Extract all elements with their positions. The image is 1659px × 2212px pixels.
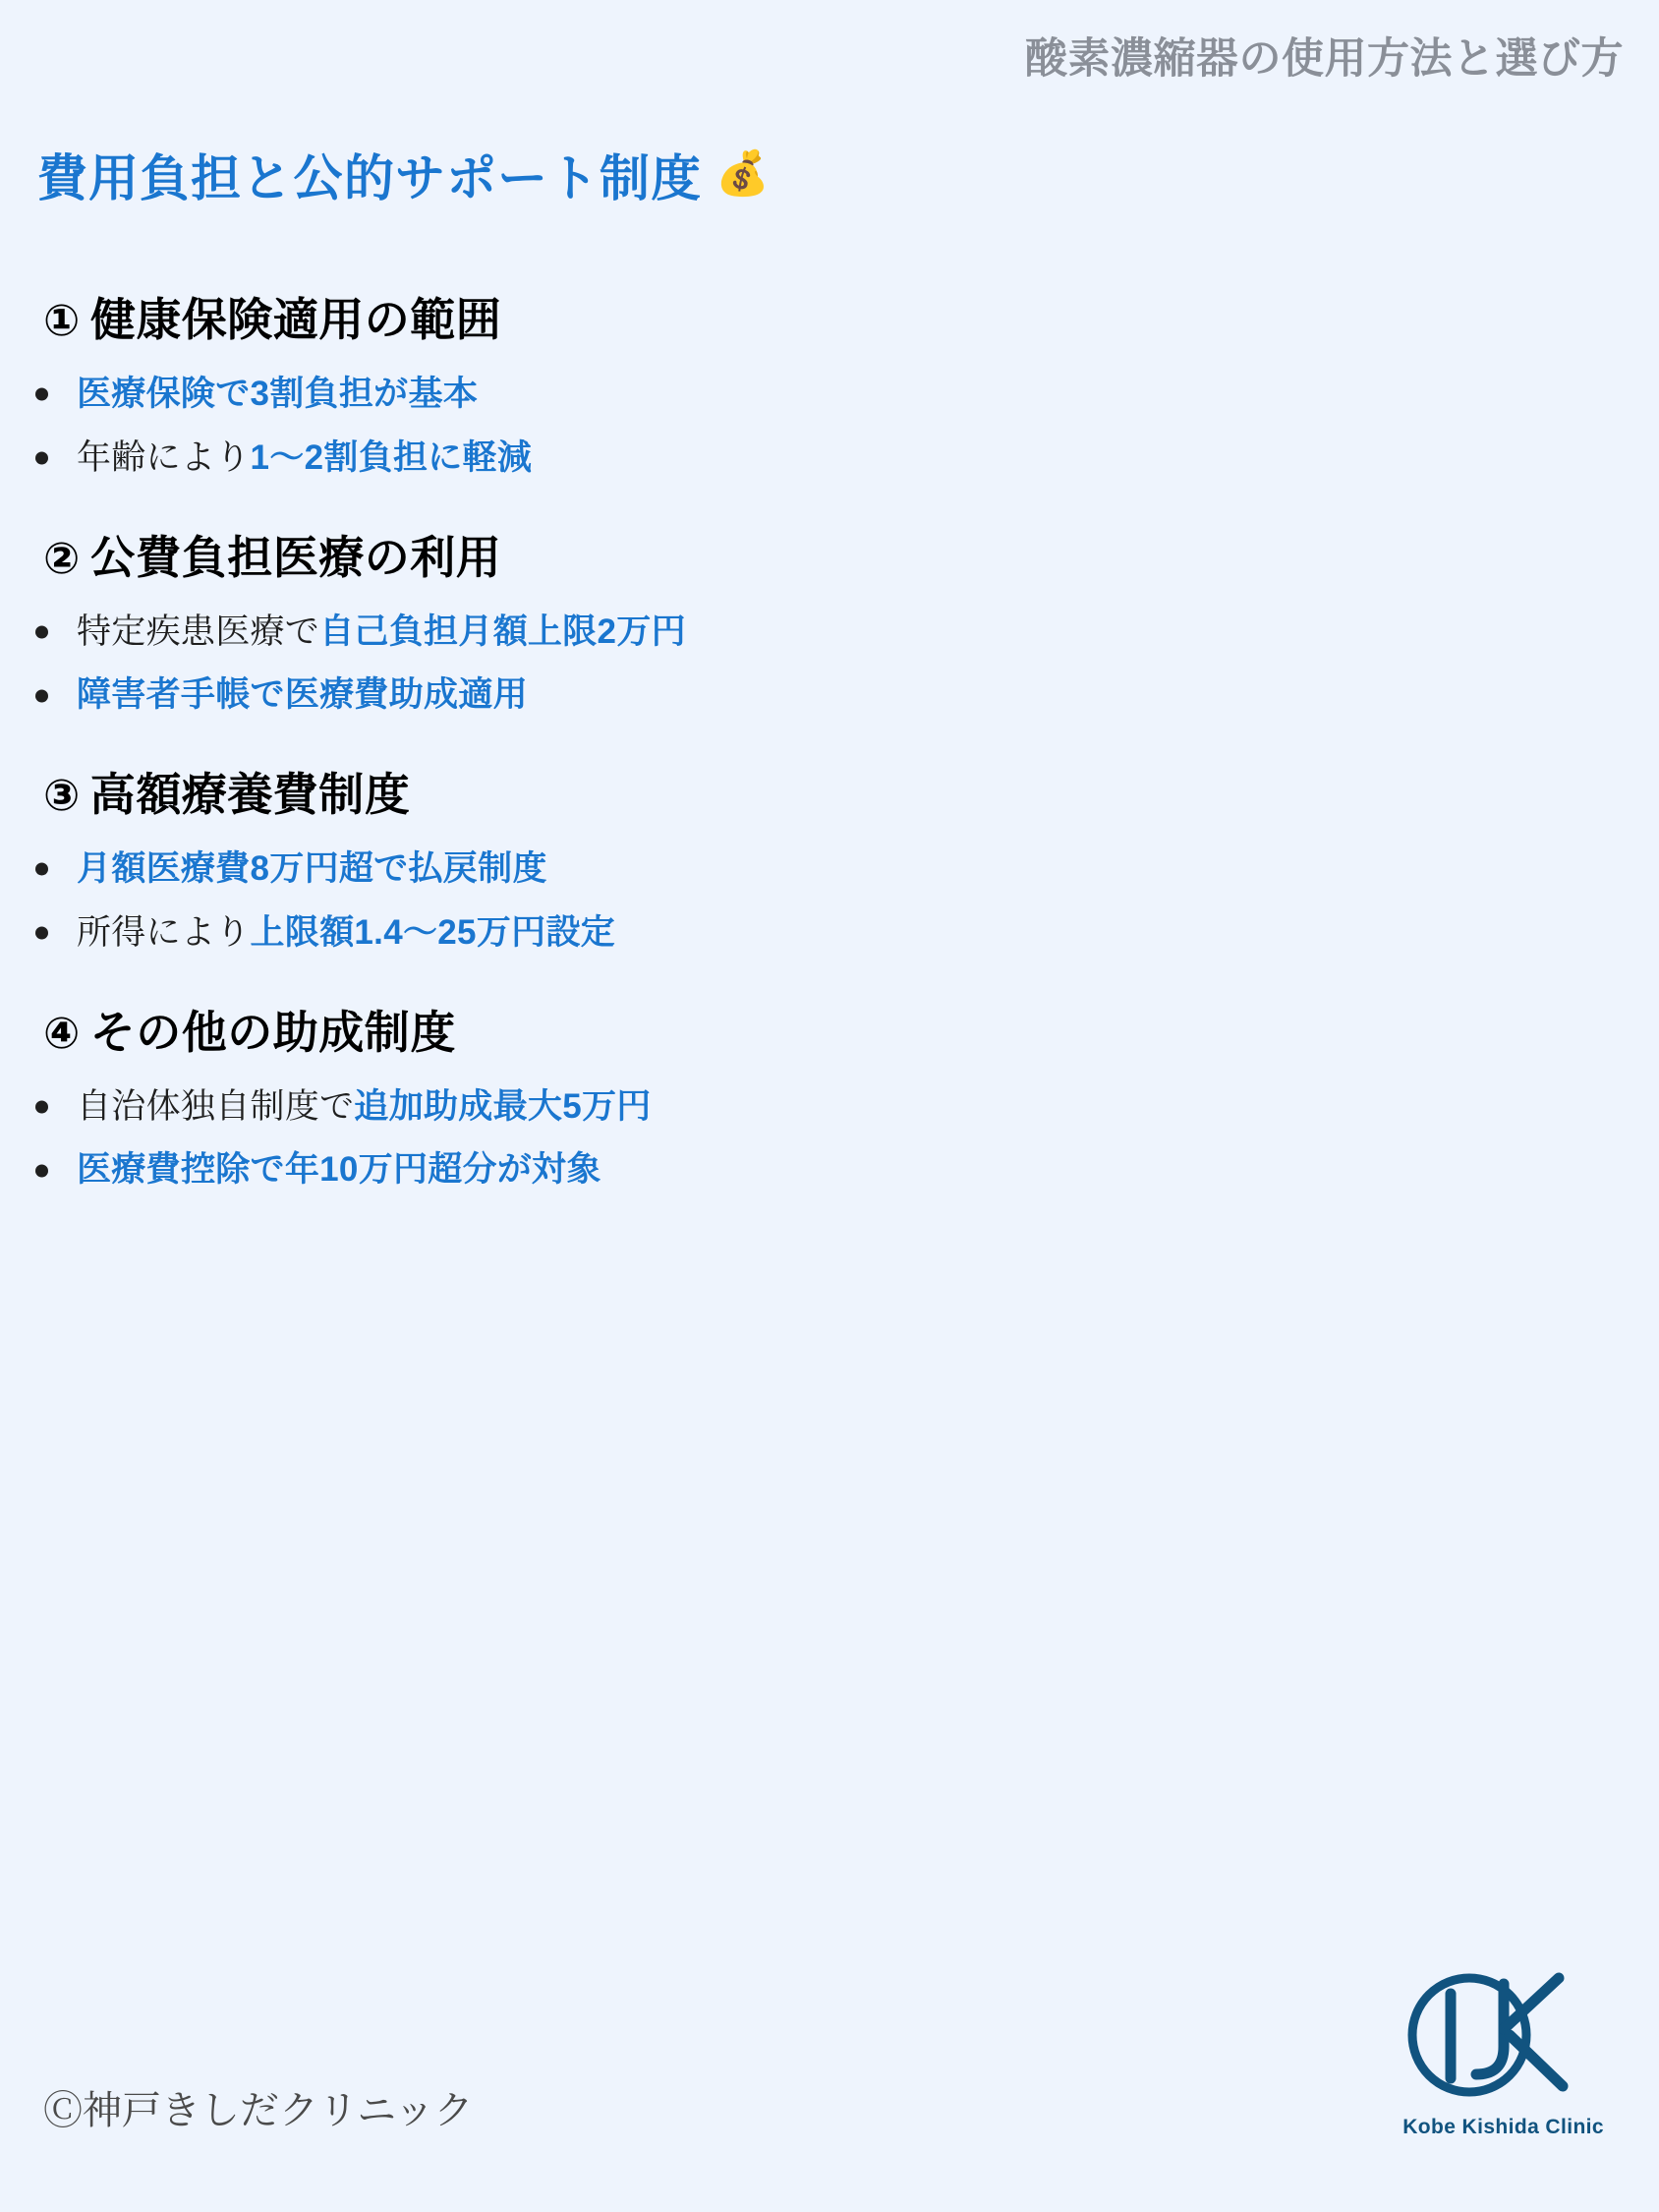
body-text: 特定疾患医療で: [77, 611, 320, 651]
page-title: [37, 138, 771, 210]
body-text: 年齢により: [77, 437, 251, 477]
body-text: 所得により: [77, 912, 251, 952]
section-heading: [43, 508, 1659, 597]
page-title-text: 費用負担と公的サポート制度: [37, 150, 703, 206]
bullet-list: [0, 363, 1659, 491]
highlight-text: 自己負担月額上限2万円: [319, 611, 686, 651]
list-item: [0, 902, 1659, 965]
content-section: [0, 270, 1659, 491]
highlight-text: 1〜2割負担に軽減: [250, 437, 533, 477]
body-text: 自治体独自制度で: [77, 1086, 355, 1126]
highlight-text: 医療費控除で: [77, 1150, 285, 1190]
highlight-text: 年10万円超分が対象: [284, 1150, 601, 1190]
list-item: [0, 427, 1659, 491]
section-number: ③: [43, 772, 81, 820]
header-title: 酸素濃縮器の使用方法と選び方: [1025, 35, 1624, 83]
list-item: [0, 601, 1659, 665]
section-number: ①: [43, 297, 81, 345]
section-heading: [43, 983, 1659, 1072]
section-heading: [43, 270, 1659, 359]
highlight-text: 追加助成最大5万円: [354, 1086, 652, 1126]
section-heading-text: 公費負担医療の利用: [89, 531, 502, 583]
section-heading-text: その他の助成制度: [89, 1006, 456, 1058]
highlight-text: 障害者手帳で医療費助成適用: [77, 675, 528, 715]
content-section: [0, 508, 1659, 728]
list-item: [0, 1138, 1659, 1202]
list-item: [0, 664, 1659, 728]
section-heading: [43, 745, 1659, 834]
logo-mark-icon: [1366, 1964, 1612, 2117]
list-item: [0, 363, 1659, 427]
content-section: [0, 983, 1659, 1203]
logo-wordmark: Kobe Kishida Clinic: [1402, 2116, 1604, 2138]
bullet-list: [0, 838, 1659, 965]
content-section: [0, 745, 1659, 965]
clinic-logo: [1366, 1964, 1612, 2141]
highlight-text: 月額医療費8万円超で払戻制度: [77, 849, 547, 888]
section-heading-text: 健康保険適用の範囲: [89, 294, 502, 345]
list-item: [0, 838, 1659, 902]
section-number: ②: [43, 534, 81, 583]
highlight-text: 医療保険で3割負担が基本: [77, 375, 479, 413]
bullet-list: [0, 1076, 1659, 1203]
section-heading-text: 高額療養費制度: [89, 769, 411, 820]
sections-container: [0, 270, 1659, 1220]
highlight-text: 上限額1.4〜25万円設定: [250, 912, 616, 952]
list-item: [0, 1076, 1659, 1139]
section-number: ④: [43, 1009, 81, 1058]
bullet-list: [0, 601, 1659, 728]
copyright-text: Ⓒ神戸きしだクリニック: [43, 2089, 474, 2132]
money-bag-icon: 💰: [715, 149, 771, 198]
